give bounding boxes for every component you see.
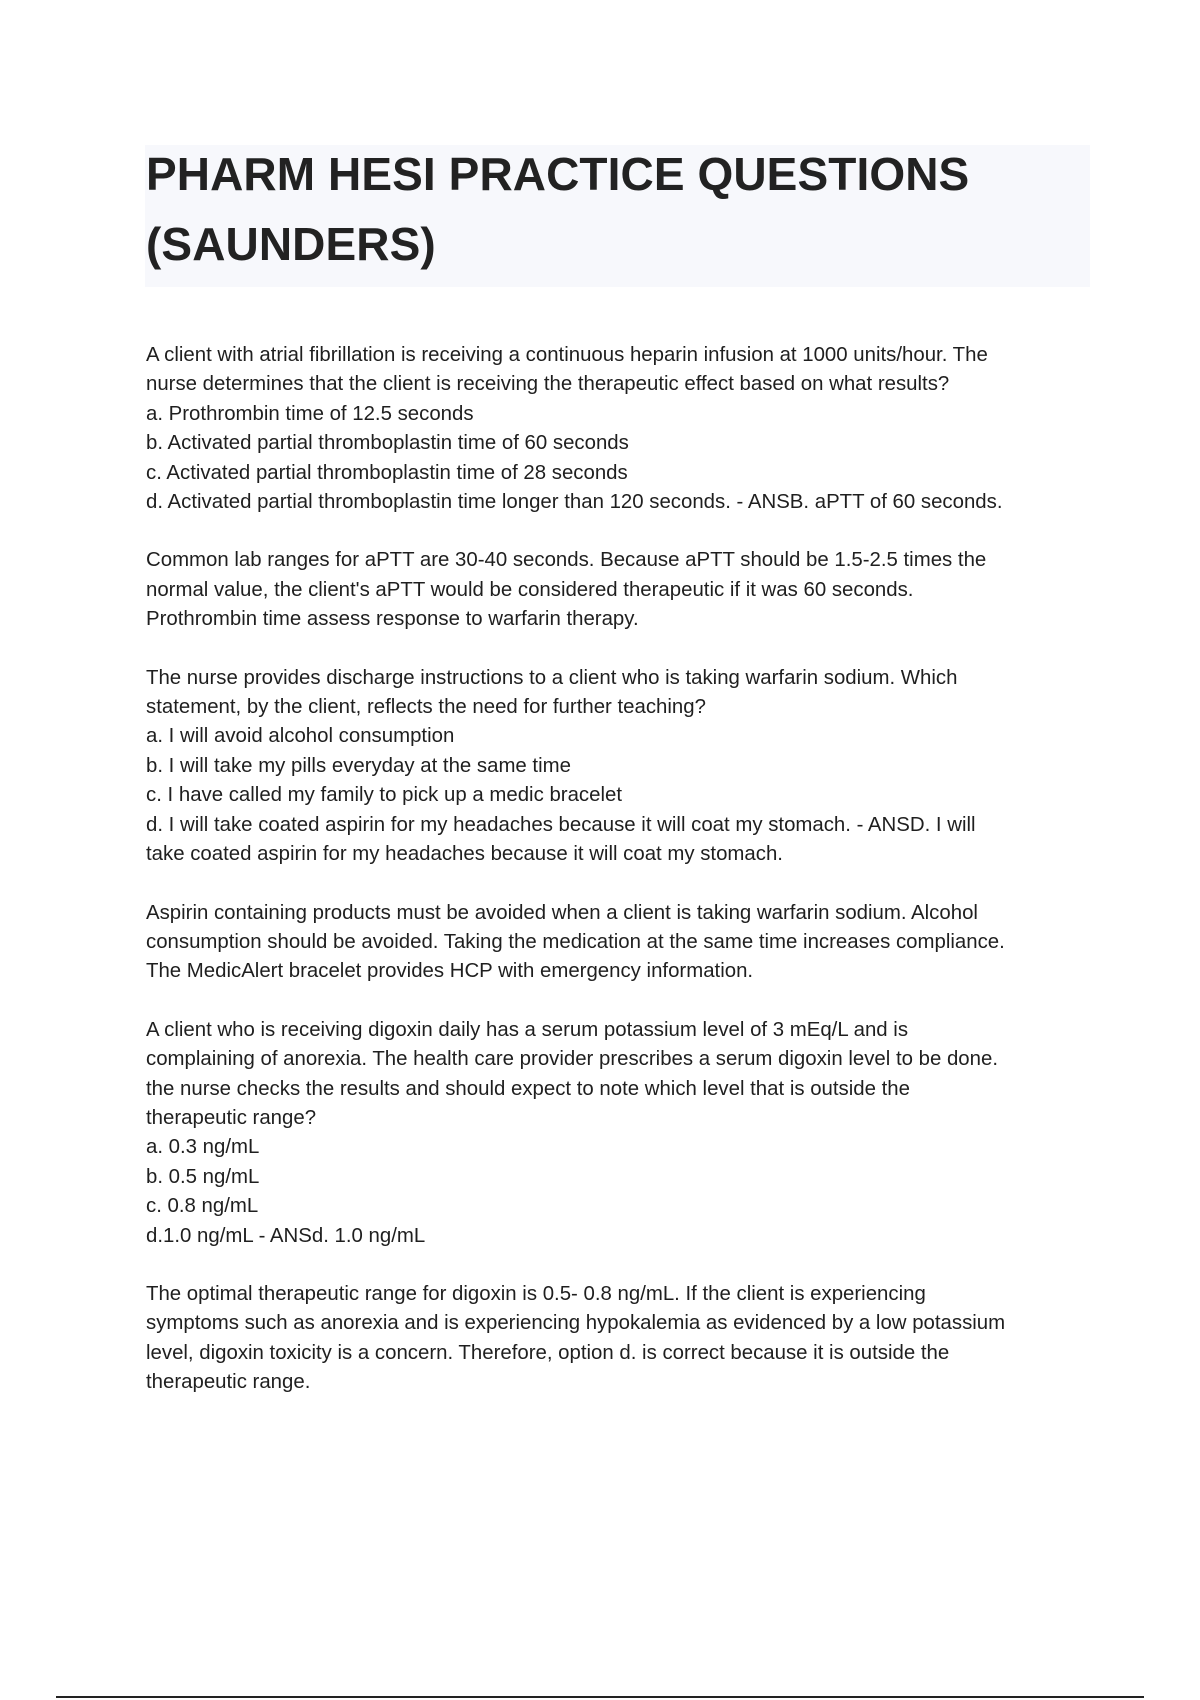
- answer-option: b. 0.5 ng/mL: [146, 1165, 260, 1188]
- question-stem-line: complaining of anorexia. The health care provider prescribes a serum digoxin level to be done.: [146, 1048, 998, 1071]
- title-line: (SAUNDERS): [146, 218, 436, 270]
- question-stem-line: the nurse checks the results and should expect to note which level that is outside the: [146, 1077, 910, 1100]
- answer-option: c. 0.8 ng/mL: [146, 1195, 259, 1218]
- rationale-line: symptoms such as anorexia and is experiencing hypokalemia as evidenced by a low potassium: [146, 1312, 1006, 1335]
- rationale-line: The optimal therapeutic range for digoxin is 0.5- 0.8 ng/mL. If the client is experiencing: [146, 1282, 926, 1305]
- question-stem-line: The nurse provides discharge instructions to a client who is taking warfarin sodium. Which: [146, 666, 958, 689]
- rationale-line: The MedicAlert bracelet provides HCP with emergency information.: [146, 960, 754, 983]
- answer-option: d.1.0 ng/mL - ANSd. 1.0 ng/mL: [146, 1224, 426, 1247]
- rationale-line: Aspirin containing products must be avoided when a client is taking warfarin sodium. Alcohol: [146, 901, 978, 924]
- rationale-line: level, digoxin toxicity is a concern. Therefore, option d. is correct because it is outside the: [146, 1341, 950, 1364]
- answer-option: a. Prothrombin time of 12.5 seconds: [146, 402, 474, 425]
- question-block: [146, 1016, 1096, 1251]
- answer-option: a. I will avoid alcohol consumption: [146, 725, 455, 748]
- answer-option: b. Activated partial thromboplastin time of 60 seconds: [146, 432, 629, 455]
- answer-option: a. 0.3 ng/mL: [146, 1136, 260, 1159]
- rationale-line: normal value, the client's aPTT would be considered therapeutic if it was 60 seconds.: [146, 578, 914, 601]
- question-stem-line: statement, by the client, reflects the need for further teaching?: [146, 696, 706, 719]
- document-body: [146, 341, 1096, 1398]
- rationale-line: Common lab ranges for aPTT are 30-40 seconds. Because aPTT should be 1.5-2.5 times the: [146, 549, 987, 572]
- question-stem-line: A client with atrial fibrillation is receiving a continuous heparin infusion at 1000 units/hour. The: [146, 344, 988, 366]
- document-title: [146, 139, 1076, 279]
- rationale-line: Prothrombin time assess response to warfarin therapy.: [146, 608, 639, 631]
- rationale-block: [146, 1280, 1096, 1398]
- question-block: [146, 664, 1096, 870]
- question-block: [146, 341, 1096, 517]
- question-stem-line: therapeutic range?: [146, 1106, 317, 1129]
- rationale-block: [146, 546, 1096, 634]
- answer-option: d. Activated partial thromboplastin time longer than 120 seconds. - ANSB. aPTT of 60 seconds.: [146, 491, 1003, 514]
- answer-option: d. I will take coated aspirin for my headaches because it will coat my stomach. - ANSD. I will: [146, 813, 976, 836]
- answer-option: take coated aspirin for my headaches because it will coat my stomach.: [146, 843, 783, 866]
- answer-option: b. I will take my pills everyday at the same time: [146, 754, 571, 777]
- rationale-line: consumption should be avoided. Taking the medication at the same time increases compliance.: [146, 930, 1005, 953]
- rationale-line: therapeutic range.: [146, 1371, 311, 1394]
- answer-option: c. Activated partial thromboplastin time of 28 seconds: [146, 461, 628, 484]
- question-stem-line: nurse determines that the client is receiving the therapeutic effect based on what results?: [146, 373, 950, 396]
- title-line: PHARM HESI PRACTICE QUESTIONS: [146, 148, 970, 200]
- rationale-block: [146, 899, 1096, 987]
- question-stem-line: A client who is receiving digoxin daily has a serum potassium level of 3 mEq/L and is: [146, 1018, 909, 1041]
- answer-option: c. I have called my family to pick up a medic bracelet: [146, 784, 622, 807]
- page-bottom-rule: [56, 1696, 1144, 1698]
